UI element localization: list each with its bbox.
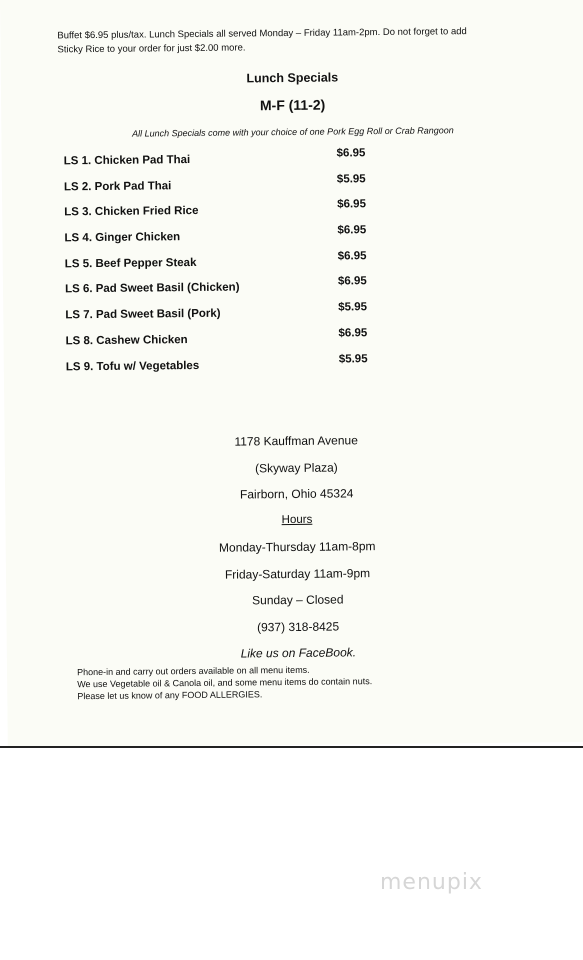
section-note: All Lunch Specials come with your choice of one Pork Egg Roll or Crab Rangoon [132,125,454,139]
menu-item [64,146,384,175]
menu-item [65,326,385,355]
hours-title: Hours [281,513,313,526]
address: 1178 Kauffman Avenue [234,433,358,449]
intro-text [57,24,527,57]
menu-item-price: $5.95 [338,352,368,365]
footer-line: Phone-in and carry out orders available on all menu items. [76,664,310,678]
hours-weekend: Friday-Saturday 11am-9pm [224,565,371,582]
menu-item-price: $6.95 [338,326,368,340]
menu-item-price: $6.95 [337,198,367,211]
menu-item-name: LS 2. Pork Pad Thai [63,179,172,194]
section-subtitle: M-F (11-2) [259,96,326,114]
intro-line: Buffet $6.95 plus/tax. Lunch Specials all served Monday – Friday 11am-2pm. Do not forget to add [57,26,467,42]
city: Fairborn, Ohio 45324 [239,486,354,502]
plaza: (Skyway Plaza) [254,459,338,475]
facebook-note: Like us on FaceBook. [240,645,357,661]
menu-item-price: $6.95 [337,275,367,288]
restaurant-info [5,431,583,676]
menu-item-name: LS 1. Chicken Pad Thai [63,154,191,168]
menu-item [65,300,385,329]
section-title: Lunch Specials [246,70,339,86]
watermark: menupix [380,870,483,895]
menu-item [65,249,385,278]
menu-item [66,351,386,380]
menu-item [64,172,384,201]
menu-item [65,274,385,303]
menu-item-name: LS 6. Pad Sweet Basil (Chicken) [64,281,240,296]
page-edge-divider [0,746,583,748]
footer-line: Please let us know of any FOOD ALLERGIES. [77,689,263,702]
phone-number: (937) 318-8425 [256,618,340,634]
menu-item-name: LS 4. Ginger Chicken [64,231,181,245]
menu-item-price: $6.95 [336,147,366,160]
menu-item-price: $5.95 [338,301,368,314]
menu-item-price: $6.95 [337,224,367,237]
footer-line: We use Vegetable oil & Canola oil, and some menu items do contain nuts. [77,676,373,690]
footer-notes [77,662,497,702]
menu-item-price: $6.95 [337,249,367,263]
menu-list [64,146,386,381]
menu-item [64,197,384,226]
menu-item-price: $5.95 [336,172,366,186]
menu-item-name: LS 8. Cashew Chicken [65,333,188,348]
menu-item [64,223,384,252]
menu-item-name: LS 7. Pad Sweet Basil (Pork) [65,307,221,322]
hours-sunday: Sunday – Closed [252,592,344,608]
menu-item-name: LS 3. Chicken Fried Rice [64,205,199,219]
menu-item-name: LS 9. Tofu w/ Vegetables [65,359,200,373]
menu-item-name: LS 5. Beef Pepper Steak [64,256,197,271]
hours-weekday: Monday-Thursday 11am-8pm [218,539,376,555]
intro-line: Sticky Rice to your order for just $2.00 more. [57,42,246,56]
